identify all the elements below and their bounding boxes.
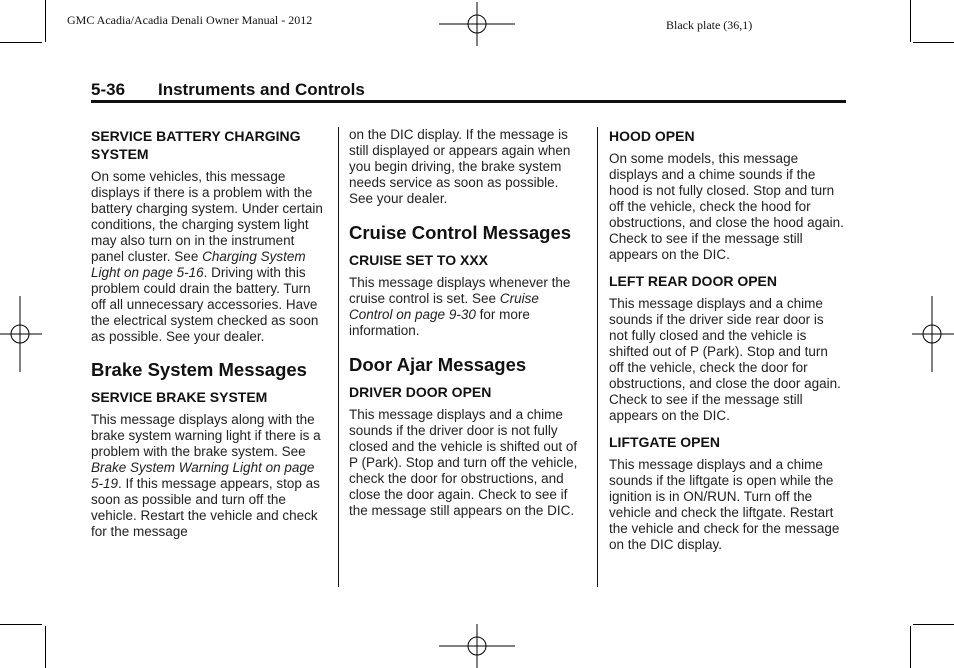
registration-target-icon bbox=[437, 624, 517, 668]
column-2 bbox=[349, 127, 585, 519]
paragraph-left-rear-door: This message displays and a chime sounds if the driver side rear door is not fully closed and the vehicle is shifted out of P (Park). Stop and turn off the vehicle, check the door for obstructions, and close the door again. Check to see if the message still appears on the DIC. bbox=[609, 296, 841, 423]
registration-target-icon bbox=[910, 294, 954, 374]
section-title: Instruments and Controls bbox=[158, 80, 365, 99]
paragraph-hood-open: On some models, this message displays and a chime sounds if the hood is not fully closed. Stop and turn off the vehicle, check the hood for obstructions, and close the hood again. Check to see if the message still appears on the DIC. bbox=[609, 151, 844, 262]
crop-mark bbox=[910, 626, 911, 668]
paragraph-service-battery bbox=[91, 169, 327, 345]
cross-reference-link[interactable]: Brake System Warning Light on page 5-19 bbox=[91, 460, 315, 491]
crop-mark bbox=[0, 42, 42, 43]
manual-title: GMC Acadia/Acadia Denali Owner Manual - 2012 bbox=[67, 13, 313, 27]
header-rule bbox=[91, 100, 846, 103]
subheading-service-battery: SERVICE BATTERY CHARGING SYSTEM bbox=[91, 128, 301, 162]
crop-mark bbox=[45, 0, 46, 42]
crop-mark bbox=[910, 0, 911, 42]
text: . Driving with this problem could drain the battery. Turn off all unnecessary accessories. Have the electrical system checked as soon as possible. See your dealer. bbox=[91, 265, 319, 344]
subheading-cruise-set: CRUISE SET TO XXX bbox=[349, 252, 488, 268]
column-divider bbox=[338, 127, 339, 587]
column-3 bbox=[609, 127, 845, 553]
page-header bbox=[91, 80, 365, 100]
paragraph-driver-door: This message displays and a chime sounds if the driver door is not fully closed and the vehicle is shifted out of P (Park). Stop and turn off the vehicle, check the door for obstructions, and close the door again. Check to see if the message still appears on the DIC. bbox=[349, 407, 578, 518]
subheading-service-brake: SERVICE BRAKE SYSTEM bbox=[91, 389, 268, 405]
crop-mark bbox=[913, 42, 954, 43]
registration-target-icon bbox=[437, 2, 517, 46]
column-1 bbox=[91, 127, 327, 540]
crop-mark bbox=[0, 624, 42, 625]
subheading-liftgate-open: LIFTGATE OPEN bbox=[609, 434, 720, 450]
section-heading-cruise: Cruise Control Messages bbox=[349, 222, 572, 243]
subheading-hood-open: HOOD OPEN bbox=[609, 128, 695, 144]
paragraph-liftgate-open: This message displays and a chime sounds if the liftgate is open while the ignition is in ON/RUN. Turn off the vehicle and check the liftgate. Restart the vehicle and check for the message on the DIC display. bbox=[609, 457, 840, 552]
subheading-left-rear-door: LEFT REAR DOOR OPEN bbox=[609, 273, 778, 289]
plate-label: Black plate (36,1) bbox=[666, 18, 753, 32]
registration-target-icon bbox=[0, 294, 44, 374]
column-divider bbox=[597, 127, 598, 587]
subheading-driver-door: DRIVER DOOR OPEN bbox=[349, 384, 492, 400]
section-heading-door-ajar: Door Ajar Messages bbox=[349, 354, 527, 375]
text: This message displays whenever the cruise control is set. See bbox=[349, 275, 571, 306]
text: This message displays along with the brake system warning light if there is a problem with the brake system. See bbox=[91, 412, 321, 459]
paragraph-service-brake bbox=[91, 412, 327, 540]
text: for more information. bbox=[349, 307, 530, 338]
crop-mark bbox=[913, 624, 954, 625]
paragraph-cruise bbox=[349, 275, 585, 339]
cross-reference-link[interactable]: Cruise Control on page 9-30 bbox=[349, 291, 539, 322]
crop-mark bbox=[45, 626, 46, 668]
page-number: 5-36 bbox=[91, 80, 126, 99]
paragraph-brake-continued: on the DIC display. If the message is still displayed or appears again when you begin driving, the brake system needs service as soon as possible. See your dealer. bbox=[349, 127, 571, 206]
text: On some vehicles, this message displays if there is a problem with the battery charging system. Under certain conditions, the charging system light may also turn on in the instrument panel cluster. See bbox=[91, 169, 323, 264]
section-heading-brake: Brake System Messages bbox=[91, 359, 307, 380]
text: . If this message appears, stop as soon as possible and turn off the vehicle. Restart the vehicle and check for the message bbox=[91, 476, 320, 539]
cross-reference-link[interactable]: Charging System Light on page 5-16 bbox=[91, 249, 306, 280]
